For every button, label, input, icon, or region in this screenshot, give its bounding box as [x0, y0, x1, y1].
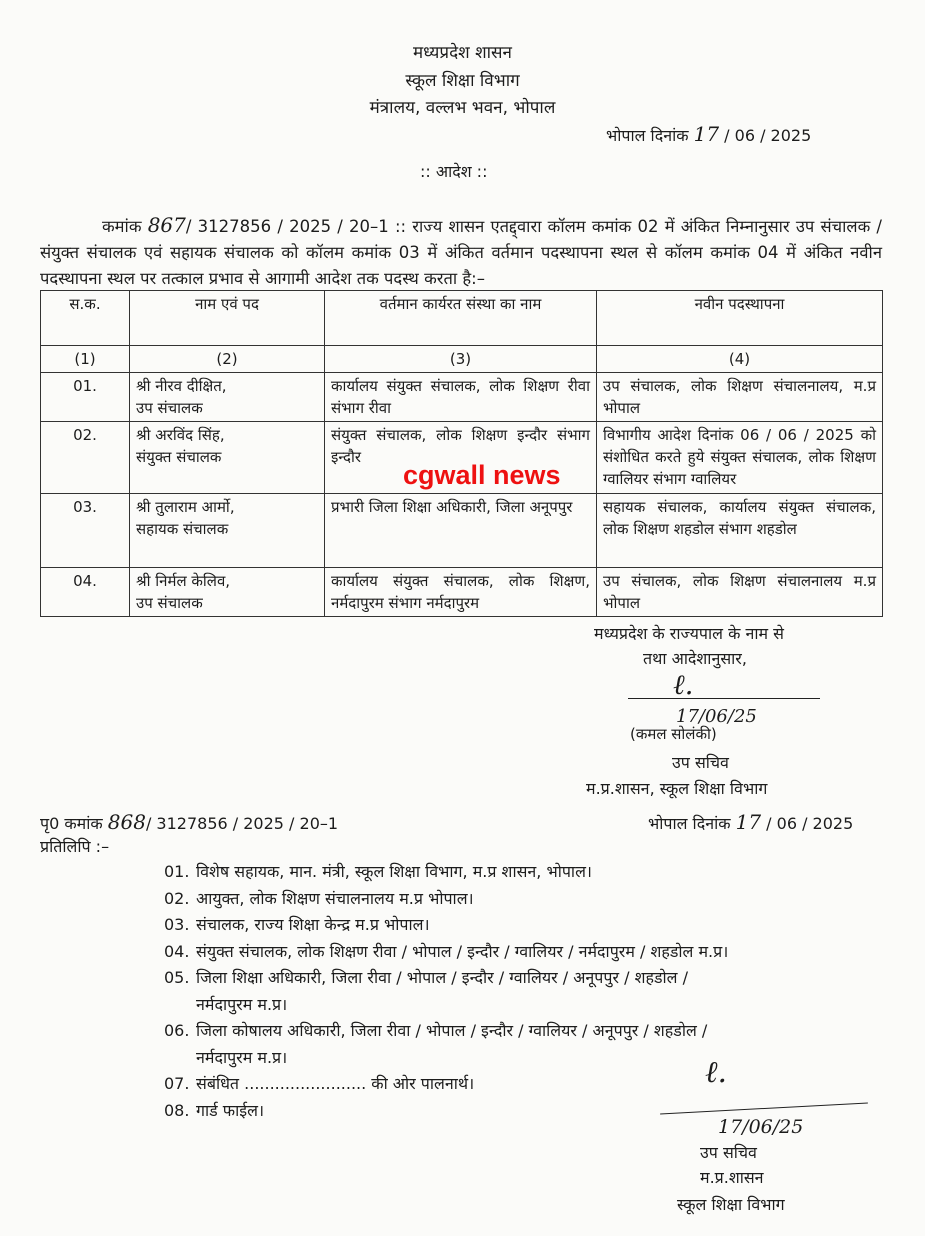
list-item: 05. जिला शिक्षा अधिकारी, जिला रीवा / भोपाल / इन्दौर / ग्वालियर / अनूपपुर / शहडोल / नर्मदापुरम म.प्र। — [164, 968, 688, 1014]
order-no-prefix: कमांक — [102, 217, 142, 236]
list-item: 04. संयुक्त संचालक, लोक शिक्षण रीवा / भोपाल / इन्दौर / ग्वालियर / नर्मदापुरम / शहडोल म.प्र। — [164, 941, 729, 961]
col-num: (2) — [130, 346, 325, 373]
order-title: :: आदेश :: — [420, 162, 488, 181]
cell-name-post — [130, 568, 325, 617]
cell-sn: 02. — [41, 422, 130, 494]
posting-table — [40, 290, 883, 617]
cell-sn: 01. — [41, 373, 130, 422]
table-header-row — [41, 291, 883, 346]
col-header-current: वर्तमान कार्यरत संस्था का नाम — [325, 291, 597, 346]
cell-name: श्री निर्मल केलिव, — [136, 572, 231, 590]
order-no-rest: / 3127856 / 2025 / 20–1 — [185, 217, 389, 236]
col-num: (3) — [325, 346, 597, 373]
endorsement-number — [40, 810, 338, 834]
cell-current: प्रभारी जिला शिक्षा अधिकारी, जिला अनूपपुर — [325, 494, 597, 568]
cell-current: कार्यालय संयुक्त संचालक, लोक शिक्षण, नर्मदापुरम संभाग नर्मदापुरम — [325, 568, 597, 617]
cell-new: उप संचालक, लोक शिक्षण संचालनालय म.प्र भोपाल — [597, 568, 883, 617]
cell-post: संयुक्त संचालक — [136, 448, 222, 466]
signature-line — [628, 698, 820, 699]
cell-name-post — [130, 422, 325, 494]
list-item: 07. संबंधित ........................ की ओर पालनार्थ। — [164, 1074, 475, 1093]
date-day-handwritten: 17 — [693, 122, 720, 146]
endorsement-date — [648, 810, 853, 834]
signature-initial-icon: ℓ. — [673, 668, 694, 701]
cell-name: श्री तुलाराम आर्मो, — [136, 498, 235, 516]
list-item: 02. आयुक्त, लोक शिक्षण संचालनालय म.प्र भोपाल। — [164, 888, 474, 908]
cell-current: कार्यालय संयुक्त संचालक, लोक शिक्षण रीवा संभाग रीवा — [325, 373, 597, 422]
cell-sn: 03. — [41, 494, 130, 568]
col-header-new: नवीन पदस्थापना — [597, 291, 883, 346]
list-item: 08. गार्ड फाईल। — [164, 1100, 265, 1120]
authority-line-2: तथा आदेशानुसार, — [643, 649, 747, 668]
date-rest: / 06 / 2025 — [724, 126, 812, 145]
cell-name: श्री अरविंद सिंह, — [136, 426, 225, 444]
cell-current: संयुक्त संचालक, लोक शिक्षण इन्दौर संभाग इन्दौर — [325, 422, 597, 494]
col-num: (4) — [597, 346, 883, 373]
date-prefix: भोपाल दिनांक — [606, 126, 689, 145]
table-colnum-row — [41, 346, 883, 373]
endorsement-govt: म.प्र.शासन — [700, 1168, 764, 1187]
endorsement-dept: स्कूल शिक्षा विभाग — [677, 1195, 785, 1214]
order-no-handwritten: 867 — [147, 213, 186, 237]
cell-new: विभागीय आदेश दिनांक 06 / 06 / 2025 को संशोधित करते हुये संयुक्त संचालक, लोक शिक्षण ग्वालियर संभाग ग्वालियर — [597, 422, 883, 494]
signature-date: 17/06/25 — [676, 706, 757, 727]
signatory-name: (कमल सोलंकी) — [630, 725, 717, 743]
date-prefix: भोपाल दिनांक — [648, 814, 731, 833]
endorsement-no-prefix: पृ0 कमांक — [40, 814, 103, 833]
header-line-dept: स्कूल शिक्षा विभाग — [405, 71, 520, 91]
authority-line-1: मध्यप्रदेश के राज्यपाल के नाम से — [594, 624, 784, 643]
date-day-handwritten: 17 — [735, 810, 762, 834]
endorsement-no-handwritten: 868 — [107, 810, 146, 834]
cell-sn: 04. — [41, 568, 130, 617]
endorsement-designation: उप सचिव — [700, 1143, 757, 1162]
signatory-dept: म.प्र.शासन, स्कूल शिक्षा विभाग — [586, 779, 768, 798]
list-item: 03. संचालक, राज्य शिक्षा केन्द्र म.प्र भोपाल। — [164, 915, 430, 934]
copy-list — [164, 859, 876, 1124]
col-header-name: नाम एवं पद — [130, 291, 325, 346]
cell-name: श्री नीरव दीक्षित, — [136, 377, 227, 395]
list-item: 06. जिला कोषालय अधिकारी, जिला रीवा / भोपाल / इन्दौर / ग्वालियर / अनूपपुर / शहडोल / नर्मदापुरम म.प्र। — [164, 1021, 708, 1067]
copy-label: प्रतिलिपि :– — [40, 837, 110, 856]
col-num: (1) — [41, 346, 130, 373]
cell-post: उप संचालक — [136, 399, 203, 417]
signature-date: 17/06/25 — [718, 1116, 804, 1138]
table-row — [41, 568, 883, 617]
signature-initial-icon: ℓ. — [705, 1055, 728, 1090]
col-header-sn: स.क. — [41, 291, 130, 346]
cell-new: सहायक संचालक, कार्यालय संयुक्त संचालक, लोक शिक्षण शहडोल संभाग शहडोल — [597, 494, 883, 568]
table-row — [41, 373, 883, 422]
order-paragraph — [40, 212, 882, 292]
cell-post: सहायक संचालक — [136, 520, 229, 538]
table-row — [41, 494, 883, 568]
cell-new: उप संचालक, लोक शिक्षण संचालनालय, म.प्र भोपाल — [597, 373, 883, 422]
cell-post: उप संचालक — [136, 594, 203, 612]
endorsement-no-rest: / 3127856 / 2025 / 20–1 — [145, 814, 339, 833]
header-line-govt: मध्यप्रदेश शासन — [413, 43, 512, 63]
date-rest: / 06 / 2025 — [766, 814, 854, 833]
cell-name-post — [130, 494, 325, 568]
header-line-address: मंत्रालय, वल्लभ भवन, भोपाल — [369, 98, 556, 118]
list-item: 01. विशेष सहायक, मान. मंत्री, स्कूल शिक्षा विभाग, म.प्र शासन, भोपाल। — [164, 862, 592, 881]
watermark: cgwall news — [403, 460, 561, 490]
order-body: :: राज्य शासन एतद्द्वारा कॉलम कमांक 02 में अंकित निम्नानुसार उप संचालक / संयुक्त संचालक एवं सहायक संचालक को कॉलम कमांक 03 में अंकित वर्तमान पदस्थापना स्थल से कॉलम कमांक 04 में अंकित नवीन पदस्थापना स्थल पर तत्काल प्रभाव से आगामी आदेश तक पदस्थ करता है:– — [40, 217, 882, 288]
order-date — [606, 122, 811, 146]
signatory-designation: उप सचिव — [672, 753, 729, 772]
cell-name-post — [130, 373, 325, 422]
